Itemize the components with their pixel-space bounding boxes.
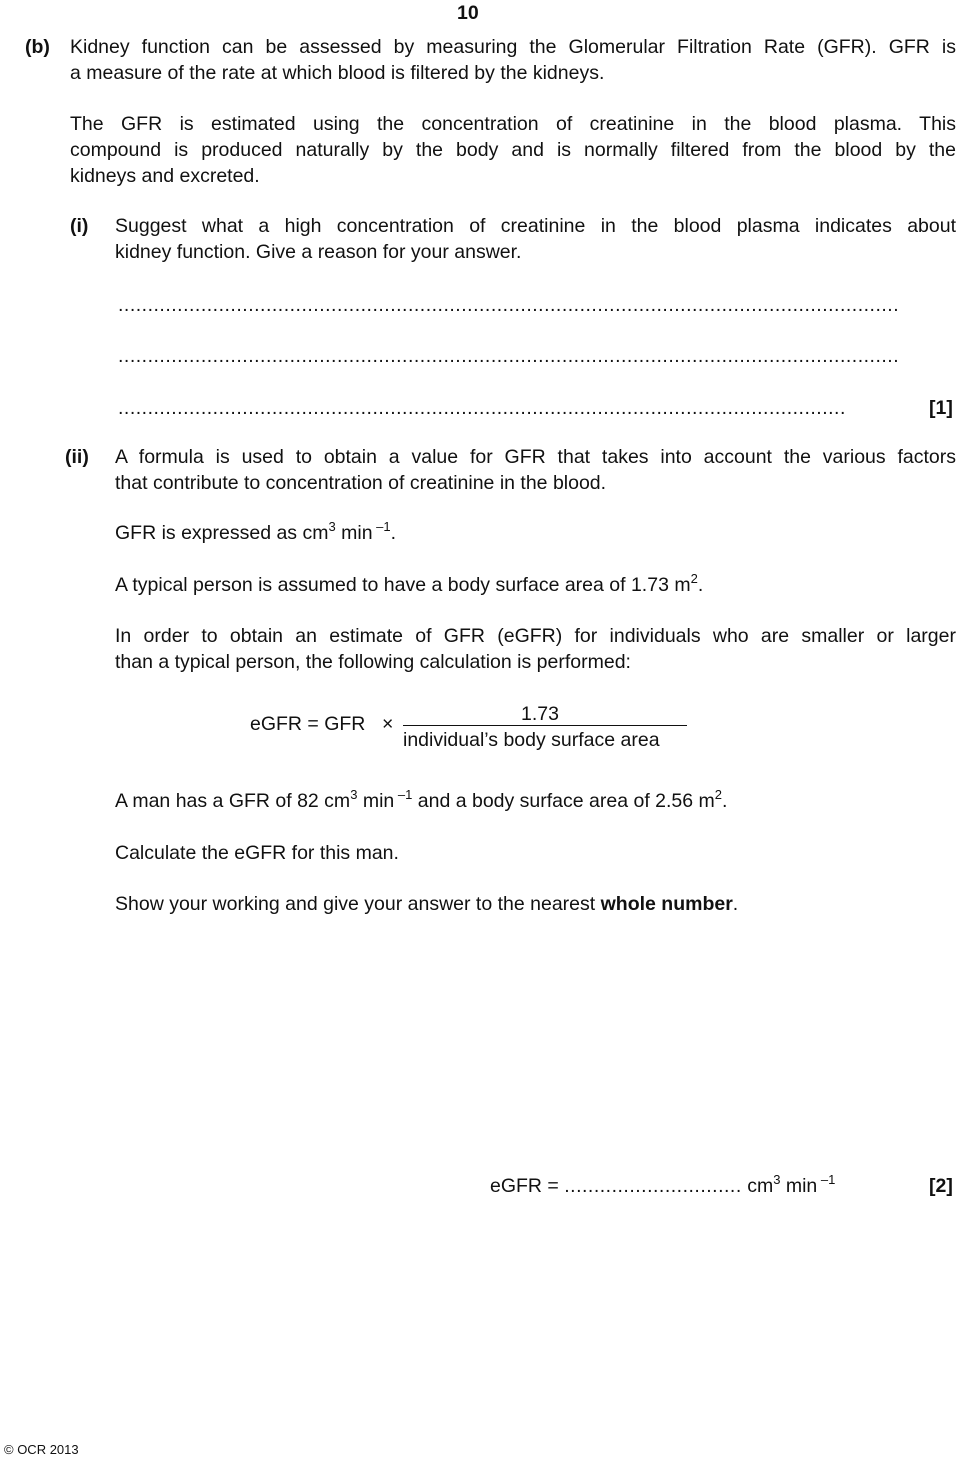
man-sup3: 2 bbox=[714, 787, 723, 802]
egfr-answer-label: eGFR = bbox=[490, 1175, 565, 1197]
egfr-answer-line bbox=[490, 1173, 835, 1201]
show-prefix: Show your working and give your answer to the nearest bbox=[115, 893, 601, 915]
man-text1: A man has a GFR of 82 cm bbox=[115, 790, 351, 812]
question-i-line1: Suggest what a high concentration of creatinine in the blood plasma indicates about bbox=[115, 215, 956, 237]
formula-denominator: individual’s body surface area bbox=[403, 729, 660, 751]
part-label-b: (b) bbox=[25, 36, 50, 58]
gfr-units-sup2: –1 bbox=[372, 519, 391, 534]
question-i-line2: kidney function. Give a reason for your answer. bbox=[115, 241, 522, 263]
part-b-intro-line2: a measure of the rate at which blood is filtered by the kidneys. bbox=[70, 62, 605, 84]
formula-times: × bbox=[382, 713, 394, 735]
gfr-units-min: min bbox=[335, 522, 373, 544]
question-ii-line1: A formula is used to obtain a value for GFR that takes into account the various factors bbox=[115, 446, 956, 468]
gfr-units-statement bbox=[115, 520, 396, 548]
egfr-unit-cm: cm bbox=[741, 1175, 774, 1197]
man-end: . bbox=[722, 790, 728, 812]
gfr-units-end: . bbox=[390, 522, 397, 544]
part-b-para2-line1: The GFR is estimated using the concentration of creatinine in the blood plasma. This bbox=[70, 113, 956, 135]
order-line1: In order to obtain an estimate of GFR (eGFR) for individuals who are smaller or larger bbox=[115, 625, 956, 647]
man-text2: and a body surface area of 2.56 m bbox=[412, 790, 715, 812]
surface-text: A typical person is assumed to have a body surface area of 1.73 m bbox=[115, 574, 691, 596]
copyright-footer: © OCR 2013 bbox=[4, 1442, 79, 1457]
man-min: min bbox=[357, 790, 395, 812]
order-line2: than a typical person, the following calculation is performed: bbox=[115, 651, 631, 673]
egfr-answer-dots[interactable]: .............................. bbox=[564, 1175, 742, 1197]
part-b-para2-line2: compound is produced naturally by the body and is normally filtered from the blood by the bbox=[70, 139, 956, 161]
part-b-intro-line1: Kidney function can be assessed by measuring the Glomerular Filtration Rate (GFR). GFR is bbox=[70, 36, 956, 58]
show-end: . bbox=[732, 893, 739, 915]
question-ii-label: (ii) bbox=[65, 446, 89, 468]
surface-end: . bbox=[697, 574, 704, 596]
formula-numerator: 1.73 bbox=[521, 703, 559, 725]
marks-i: [1] bbox=[929, 397, 953, 419]
page-number: 10 bbox=[457, 2, 479, 24]
marks-ii: [2] bbox=[929, 1175, 953, 1197]
answer-line-3[interactable]: ........................................................................................................................... bbox=[118, 397, 846, 419]
question-i-label: (i) bbox=[70, 215, 89, 237]
fraction-bar bbox=[403, 725, 687, 726]
man-sup1: 3 bbox=[350, 787, 358, 802]
formula-lhs: eGFR = GFR bbox=[250, 713, 366, 735]
show-bold: whole number bbox=[600, 893, 733, 915]
gfr-units-text: GFR is expressed as cm bbox=[115, 522, 329, 544]
calculate-instruction: Calculate the eGFR for this man. bbox=[115, 842, 399, 864]
egfr-unit-sup2: –1 bbox=[817, 1172, 836, 1187]
man-statement bbox=[115, 788, 727, 816]
surface-sup: 2 bbox=[690, 571, 698, 586]
part-b-para2-line3: kidneys and excreted. bbox=[70, 165, 260, 187]
answer-line-1[interactable]: .................................................................................................................................... bbox=[118, 294, 900, 316]
gfr-units-sup1: 3 bbox=[328, 519, 336, 534]
question-ii-line2: that contribute to concentration of creatinine in the blood. bbox=[115, 472, 607, 494]
egfr-unit-sup1: 3 bbox=[773, 1172, 781, 1187]
surface-area-statement bbox=[115, 572, 703, 600]
answer-line-2[interactable]: .................................................................................................................................... bbox=[118, 345, 900, 367]
egfr-unit-min: min bbox=[780, 1175, 818, 1197]
man-sup2: –1 bbox=[394, 787, 413, 802]
show-working-instruction bbox=[115, 891, 738, 917]
